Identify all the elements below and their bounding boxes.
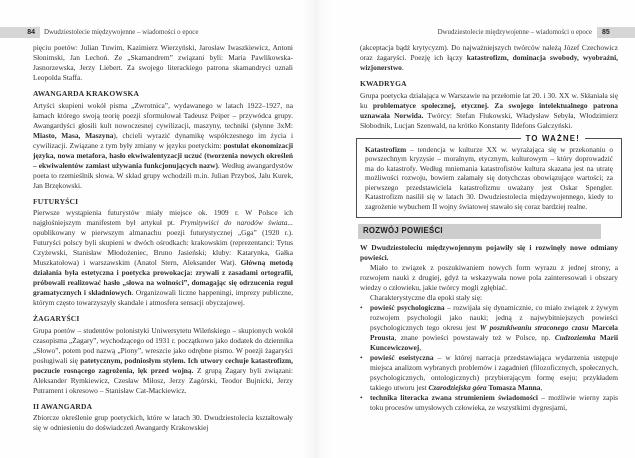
paragraph [33, 208, 293, 308]
text-run: powieść psychologiczna [370, 302, 445, 312]
text-run: Charakterystyczne dla epoki stały się: [370, 292, 483, 302]
text-run: . [401, 63, 404, 72]
section-heading: FUTURYŚCI [33, 196, 79, 206]
page-body-right [360, 43, 618, 413]
paragraph [33, 326, 293, 396]
text-run: Grupa poetycka działająca w Warszawie na przełomie lat 20. i 30. XX w. Skłaniała się ku [360, 90, 618, 110]
bullet-item [360, 353, 618, 393]
text-run: Czarodziejska góra [428, 382, 487, 392]
paragraph [360, 293, 618, 303]
bullet-text [370, 353, 618, 393]
text-run: Artyści skupieni wokół pisma „Zwrotnica”, wydawanego w latach 1922–1927, na łamach którego swoją teorię poezji sformułował Tadeusz Peiper – przywódca grupy. Awangardyści głosili kult nowoczesnej cywilizacji, maszyny, techniki (słynne 3xM: [33, 100, 293, 130]
paragraph [360, 243, 618, 263]
text-run: Zbiorcze określenie grup poetyckich, które w latach 30. Dwudziestolecia kształtowały się w odniesieniu do doświadczeń Awangardy Krakowskiej [33, 413, 293, 432]
text-run: – w której narracja przedstawiająca wydarzenia ustępuje miejsca analizom wybranych problemów i zagadnień (filozoficznych, społecznych, psychologicznych, ontologicznych) przybierającym formę eseju; przykładem takiego utworu jest [370, 352, 618, 392]
text-run: Z grupą Żagary byli związani: Aleksander Rymkiewicz, Czesław Miłosz, Jerzy Zagórski, Teodor Bujnicki, Jerzy Putrament i okresowo – Stanisław Cat-Mackiewicz. [33, 365, 293, 395]
text-run: , [419, 342, 422, 352]
text-run: Marii Kuncewiczowej [370, 332, 618, 352]
section-heading: ŻAGARYŚCI [33, 314, 80, 323]
page-body-left [33, 43, 293, 433]
page-number-left: 84 [0, 27, 40, 38]
section-heading: II AWANGARDA [33, 401, 93, 411]
section-heading: KWADRYGA [360, 79, 407, 88]
page-number-right: 85 [597, 27, 635, 38]
paragraph [33, 101, 293, 191]
text-run: technika literacka zwana strumieniem świadomości [370, 392, 538, 402]
text-run: problematyce społecznej, etycznej. Za swojego intelektualnego patrona uznawała Norwida. [360, 100, 618, 120]
text-run: – rozwijała się dynamicznie, co miało związek z żywym rozwojem psychologii jako nauki; jedną z najwybitniejszych powieści psychologicznych tego okresu jest [370, 302, 618, 332]
paragraph [360, 43, 618, 73]
text-run: Miasto, Masa, Maszyna [33, 130, 114, 140]
text-run: pięciu poetów: Julian Tuwim, Kazimierz Wierzyński, Jarosław Iwaszkiewicz, Antoni Słonimski, Jan Lechoń. Ze „Skamandrem” związani byli: Maria Pawlikowska-Jasnorzewska, Jerzy Liebert. Za swojego literackiego patrona skamandryci uznali Leopolda Staffa. [33, 43, 293, 82]
text-run: – możliwie wierny zapis toku procesów umysłowych człowieka, ze wszystkimi dygresjami, [370, 392, 618, 412]
bullet-item [360, 303, 618, 353]
text-run: postulat ekonomizacji języka, nowa metafora, hasło ekwiwalentyzacji uczuć (tworzenia nowych określeń – ekwiwalentów zamiast używania funkcjonujących nazw) [33, 140, 294, 170]
text-run: Miało to związek z poszukiwaniem nowych form wyrazu z jednej strony, a rozwojem nauki z drugiej, gdyż ta wskazywała nowe pola zainteresowań i obszary wiedzy o człowieku, jakie twórcy mogli zgłębiać. [360, 262, 618, 292]
bullet-text [370, 303, 618, 353]
text-run: W poszukiwaniu straconego czasu [479, 322, 589, 332]
bullet-icon: • [360, 352, 363, 362]
text-run: ), chcieli wyrazić dynamikę współczesnego im życia i cywilizacji. Związane z tym były zmiany w języku poetyckim: [33, 130, 293, 150]
text-run: powieść eseistyczna [370, 352, 434, 362]
text-run: Prymitywiści do narodów świata... [180, 218, 293, 227]
section-heading: AWANGARDA KRAKOWSKA [33, 89, 140, 98]
bullet-icon: • [360, 302, 363, 312]
text-run: Twórcy: Stefan Flukowski, Władysław Sebyła, Włodzimierz Słobodnik, Lucjan Szenwald, na krótko Konstanty Ildefons Gałczyński. [360, 110, 618, 130]
text-run: Grupa poetów – studentów polonistyki Uniwersytetu Wileńskiego – skupionych wokół czasopisma „Żagary”, wychodzącego od 1931 r. początkowo jako dodatek do dziennika „Słowo”, potem pod nazwą „Piony”, wreszcie jako odrębne pismo. W poezji żagaryści posługiwali się [33, 325, 293, 365]
text-run: – tendencja w kulturze XX w. wyrażająca się w przekonaniu o powszechnym kryzysie – moralnym, etycznym, kulturowym – który doprowadzić ma do katastrofy. Według mniemania katastrofistów kultura skazana jest na utratę możliwości rozwoju, bowiem załamały się dotychczas obowiązujące wartości; za pierwszego przedstawiciela katastrofizmu uważany jest Oskar Spengler. Katastrofizm nasilił się w latach 30. Dwudziestolecia międzywojennego, kiedy to zagrożenie wybuchem II wojny światowej stawało się coraz bardziej realne. [365, 144, 613, 212]
bullet-text [370, 393, 618, 413]
paragraph [33, 413, 293, 433]
running-header-left [0, 27, 317, 38]
running-header-title-left: Dwudziestolecie międzywojenne – wiadomości o epoce [44, 29, 199, 36]
paragraph [360, 263, 618, 293]
text-run: Katastrofizm [365, 144, 407, 154]
text-run: Tomasza Manna [486, 382, 541, 392]
text-run: . Organizowali liczne happeningi, imprezy publiczne, którym często towarzyszyły skandale i atmosfera sensacji obyczajowej. [33, 288, 294, 307]
text-run: , [540, 382, 543, 392]
text-run: W Dwudziestoleciu międzywojennym pojawiły się i rozwinęły nowe odmiany powieści. [360, 242, 618, 262]
important-box-label: TO WAŻNE! [521, 134, 585, 143]
important-box-text [365, 145, 613, 212]
text-run: Główną metodą działania była estetyczna i poetycka prowokacja: zrywali z zasadami ortografii, próbowali realizować hasło „słowa na wolności”, domagając się odrzucenia reguł gramatycznych i składniowych [33, 258, 293, 297]
text-run: opublikowany w pierwszym almanachu poezji futurystycznej „Gga” (1920 r.). Futuryści polscy byli skupieni w dwóch ośrodkach: krakowskim (reprezentanci: Tytus Czyżewski, Stanisław Młodożeniec, Bruno Jasieński; kluby: Katarynka, Gałka Muszkatołowa) i warszawskim (Anatol Stern, Aleksander Wat). [33, 228, 293, 267]
bullet-list [360, 303, 618, 413]
text-run: . Według awangardystów poeta to rzemieślnik słowa. W skład grupy wchodzili m.in. Julian Przyboś, Jalu Kurek, Jan Brzękowski. [33, 160, 293, 190]
paragraph [360, 91, 618, 131]
page-right [318, 0, 635, 458]
bullet-icon: • [360, 392, 363, 402]
text-run: Pierwsze wystąpienia futurystów miały miejsce ok. 1909 r. W Polsce ich najgłośniejszym manifestem był artykuł pt. [33, 208, 293, 227]
important-box [356, 134, 622, 218]
text-run: Cudzoziemka [554, 332, 596, 342]
running-header-right [318, 27, 635, 38]
text-run: katastrofizm, dominacja swobody, wyobraźni, wizjonerstwo [360, 53, 618, 72]
text-run: Marcela Prousta [370, 322, 618, 342]
bullet-item [360, 393, 618, 413]
text-run: (akceptacja bądź krytycyzm). Do najważniejszych twórców należą Józef Czechowicz oraz żagaryści. Poezję ich łączy [360, 43, 618, 62]
text-run: , znane powieści powstawały też w Polsce, np. [394, 332, 555, 342]
page-left [0, 0, 317, 458]
running-header-title-right: Dwudziestolecie międzywojenne – wiadomości o epoce [437, 29, 592, 36]
text-run: patetycznym, podniosłym stylem. Ich utwory cechuje katastrofizm, poczucie rosnącego zagrożenia, lęk przed wojną. [33, 355, 293, 375]
paragraph [33, 43, 293, 83]
section-title-bar: ROZWÓJ POWIEŚCI [358, 224, 601, 239]
